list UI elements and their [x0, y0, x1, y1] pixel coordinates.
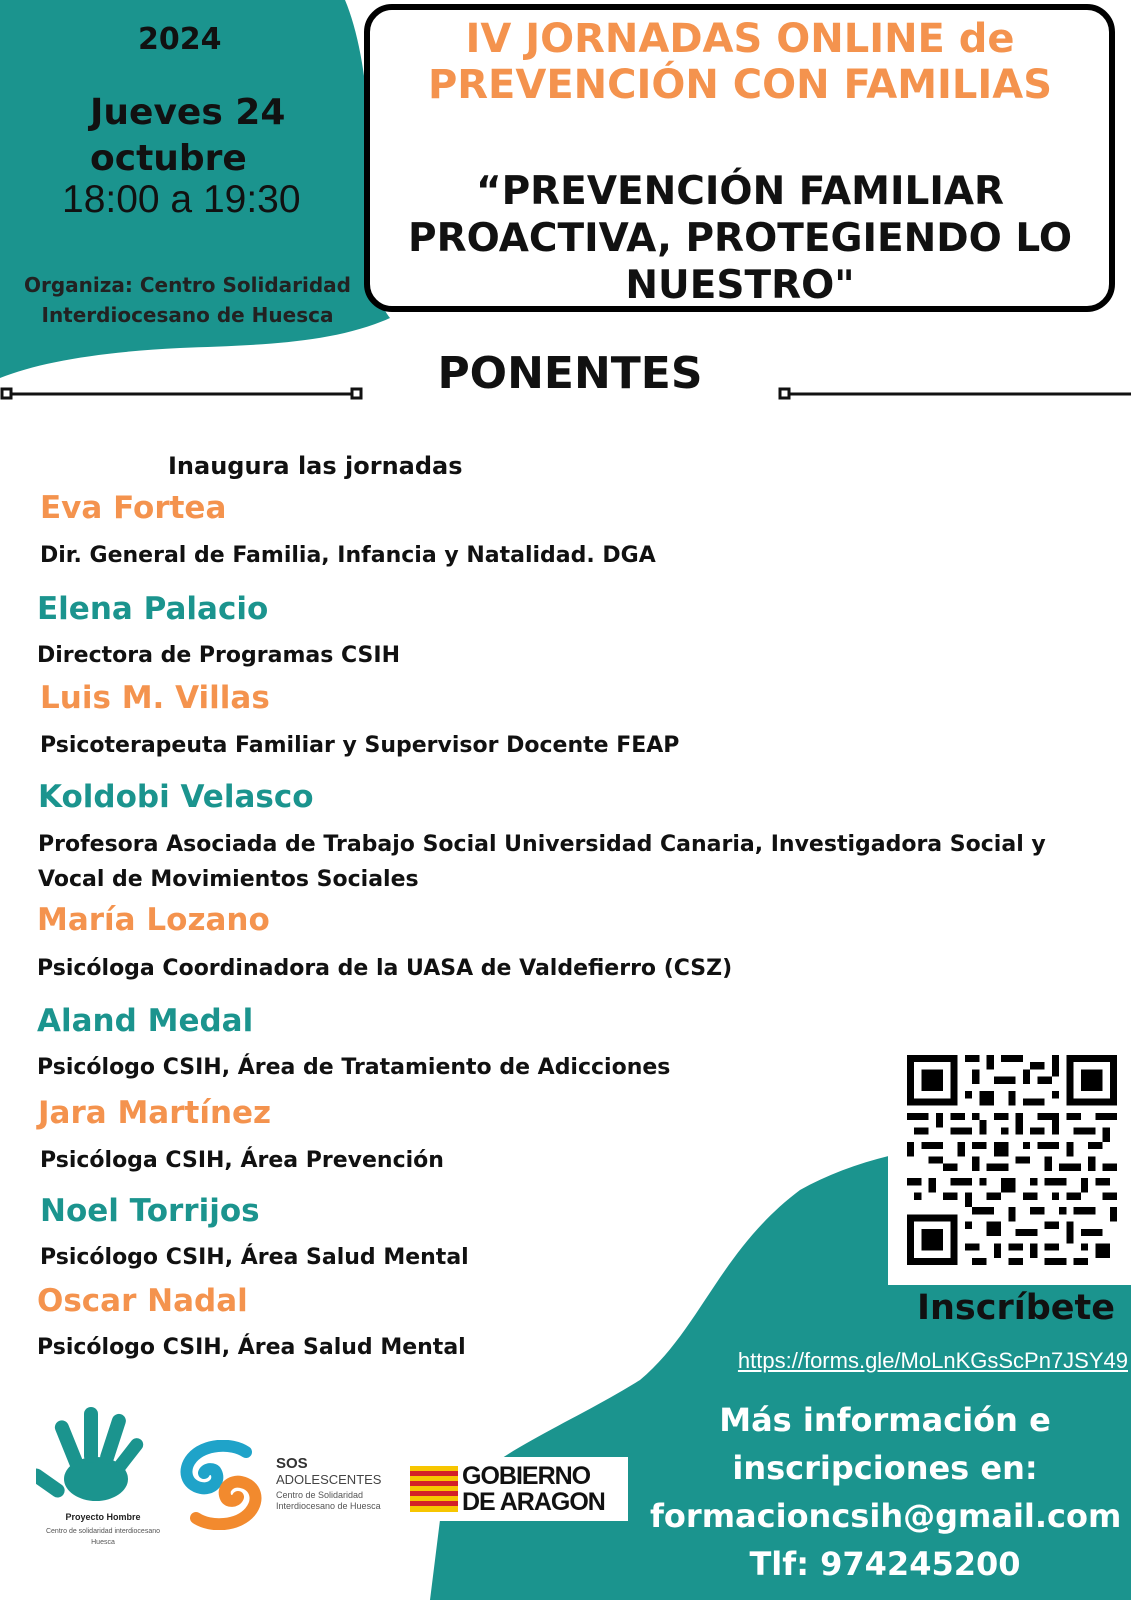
proyecto-hombre-subtitle	[38, 1526, 168, 1548]
proyecto-hombre-subtitle-text: Centro de solidaridad interdiocesano	[45, 1528, 161, 1535]
sos-organization-line-1: Centro de Solidaridad	[276, 1490, 364, 1500]
speaker-name: Jara Martínez	[38, 1095, 272, 1131]
speaker-role-line-2: Vocal de Movimientos Sociales	[38, 867, 419, 892]
event-date	[90, 90, 285, 182]
event-title-line-2: PREVENCIÓN CON FAMILIAS	[427, 62, 1053, 108]
speaker-name: Koldobi Velasco	[38, 779, 314, 815]
event-title	[370, 16, 1110, 108]
event-organizer	[20, 270, 355, 330]
speaker-role	[38, 827, 1046, 897]
event-day: Jueves 24	[90, 92, 286, 133]
gobierno-line-2: DE ARAGON	[462, 1488, 605, 1516]
sos-subtitle: ADOLESCENTES	[276, 1472, 382, 1487]
divider-right	[780, 389, 1131, 398]
event-subtitle-line-2: PROACTIVA, PROTEGIENDO LO	[407, 216, 1072, 261]
speaker-role: Psicoterapeuta Familiar y Supervisor Docente FEAP	[40, 733, 680, 758]
sos-title: SOS	[276, 1455, 308, 1472]
event-time: 18:00 a 19:30	[62, 178, 301, 221]
speaker-name: Noel Torrijos	[40, 1193, 260, 1229]
organizer-line-2: Interdiocesano de Huesca	[41, 303, 334, 327]
speaker-role: Psicólogo CSIH, Área Salud Mental	[40, 1245, 469, 1270]
proyecto-hombre-logo	[36, 1405, 146, 1510]
event-subtitle-line-3: NUESTRO"	[625, 263, 855, 308]
speaker-role-line-1: Profesora Asociada de Trabajo Social Universidad Canaria, Investigadora Social y	[38, 832, 1046, 857]
event-subtitle-line-1: “PREVENCIÓN FAMILIAR	[475, 169, 1005, 214]
contact-info	[650, 1396, 1120, 1588]
speaker-role: Dir. General de Familia, Infancia y Natalidad. DGA	[40, 543, 656, 568]
sos-organization-line-2: Interdiocesano de Huesca	[276, 1501, 381, 1511]
speaker-name: Oscar Nadal	[37, 1283, 248, 1319]
speaker-name: Aland Medal	[37, 1003, 254, 1039]
organizer-line-1: Organiza: Centro Solidaridad	[24, 273, 351, 297]
contact-phone: Tlf: 974245200	[749, 1545, 1021, 1583]
contact-email[interactable]: formacioncsih@gmail.com	[650, 1497, 1122, 1535]
event-subtitle	[370, 168, 1110, 309]
info-line-2: inscripciones en:	[732, 1449, 1038, 1487]
ponentes-heading: PONENTES	[437, 348, 703, 399]
aragon-flag-icon	[410, 1466, 458, 1512]
inauguration-label: Inaugura las jornadas	[168, 452, 463, 480]
speaker-name: Elena Palacio	[37, 591, 269, 627]
registration-link[interactable]: https://forms.gle/MoLnKGsScPn7JSY49	[737, 1348, 1128, 1373]
info-line-1: Más información e	[719, 1401, 1051, 1439]
speaker-role: Psicólogo CSIH, Área Salud Mental	[37, 1335, 466, 1360]
speaker-role: Psicóloga Coordinadora de la UASA de Valdefierro (CSZ)	[37, 956, 733, 981]
gobierno-aragon-text	[462, 1463, 605, 1515]
gobierno-line-1: GOBIERNO	[462, 1462, 591, 1490]
register-heading: Inscríbete	[916, 1288, 1115, 1328]
divider-left	[2, 389, 361, 398]
sos-organization	[276, 1490, 396, 1512]
speaker-name: Luis M. Villas	[40, 680, 270, 716]
proyecto-hombre-title: Proyecto Hombre	[65, 1512, 141, 1522]
sos-adolescentes-logo	[176, 1440, 266, 1530]
event-year: 2024	[138, 22, 222, 57]
speaker-name: Eva Fortea	[40, 490, 227, 526]
speaker-role: Psicóloga CSIH, Área Prevención	[40, 1148, 444, 1173]
proyecto-hombre-city: Huesca	[91, 1539, 115, 1546]
qr-code-icon[interactable]	[907, 1055, 1117, 1265]
speaker-role: Directora de Programas CSIH	[37, 643, 400, 668]
speaker-role: Psicólogo CSIH, Área de Tratamiento de Adicciones	[37, 1055, 671, 1080]
event-title-line-1: IV JORNADAS ONLINE de	[465, 16, 1015, 62]
event-month: octubre	[90, 138, 247, 179]
speaker-name: María Lozano	[37, 902, 270, 938]
